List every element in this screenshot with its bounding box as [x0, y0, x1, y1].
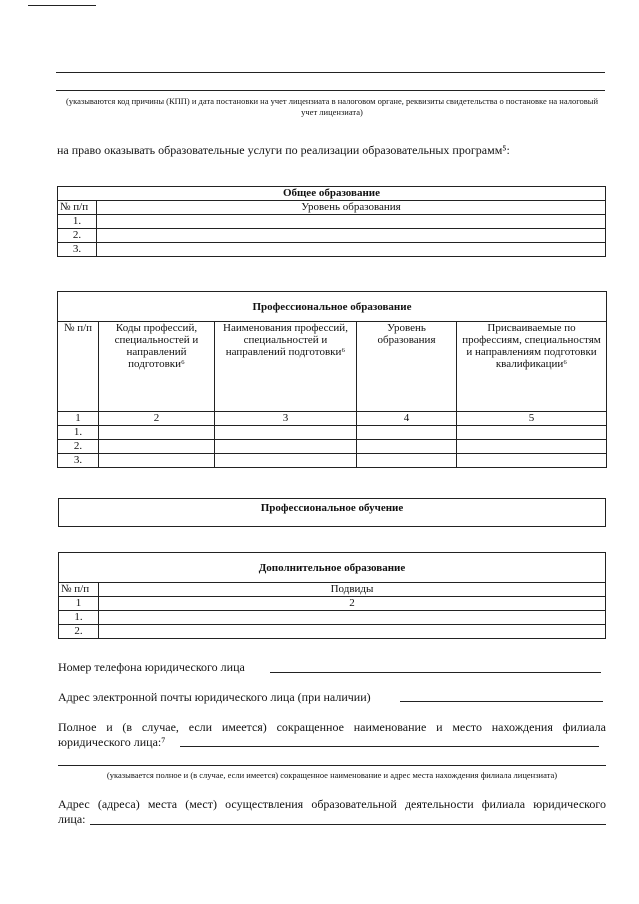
- col-num-header: № п/п: [59, 583, 99, 597]
- row-number: 1.: [59, 611, 99, 625]
- row-number: 3.: [58, 454, 99, 468]
- branch-address-label-line1: Адрес (адреса) места (мест) осуществления образовательной деятельности филиала юридического: [58, 797, 606, 811]
- column-number: 5: [457, 412, 607, 426]
- table-row: [59, 625, 606, 639]
- table-row: [58, 426, 607, 440]
- column-number: 1: [58, 412, 99, 426]
- qualification-cell[interactable]: [457, 426, 607, 440]
- table-row: [59, 611, 606, 625]
- qualification-cell[interactable]: [457, 454, 607, 468]
- codes-cell[interactable]: [99, 454, 215, 468]
- general-education-table: [57, 186, 606, 257]
- email-label: Адрес электронной почты юридического лица (при наличии): [58, 690, 371, 704]
- intro-text: на право оказывать образовательные услуги по реализации образовательных программ⁵:: [57, 143, 510, 157]
- col-level-header: Уровень образования: [357, 322, 457, 412]
- column-number: 3: [215, 412, 357, 426]
- column-number: 2: [99, 412, 215, 426]
- row-number: 2.: [59, 625, 99, 639]
- codes-cell[interactable]: [99, 440, 215, 454]
- col-num-header: № п/п: [58, 201, 97, 215]
- col-level-header: Уровень образования: [97, 201, 606, 215]
- table-row: [58, 454, 607, 468]
- column-number: 4: [357, 412, 457, 426]
- table-row: [58, 243, 606, 257]
- general-education-title: Общее образование: [58, 187, 606, 201]
- names-cell[interactable]: [215, 440, 357, 454]
- column-number-row: [59, 597, 606, 611]
- col-num-header: № п/п: [58, 322, 99, 412]
- license-note: (указываются код причины (КПП) и дата постановки на учет лицензиата в налоговом органе, реквизиты свидетельства о постановке на налоговый учет лицензиата): [65, 96, 598, 117]
- branch-address-field[interactable]: [90, 824, 606, 825]
- col-qualification-header: Присваиваемые по профессиям, специальностям и направлениям подготовки квалификации⁶: [457, 322, 607, 412]
- table-row: [58, 229, 606, 243]
- row-number: 2.: [58, 440, 99, 454]
- email-field[interactable]: [400, 701, 603, 702]
- license-line-2: [56, 90, 605, 91]
- additional-education-table: [58, 552, 606, 639]
- row-number: 2.: [58, 229, 97, 243]
- names-cell[interactable]: [215, 426, 357, 440]
- qualification-cell[interactable]: [457, 440, 607, 454]
- license-line-1: [56, 72, 605, 73]
- column-number: 1: [59, 597, 99, 611]
- top-rule-short: [28, 5, 96, 6]
- column-number: 2: [99, 597, 606, 611]
- names-cell[interactable]: [215, 454, 357, 468]
- subtype-cell[interactable]: [99, 611, 606, 625]
- branch-name-field[interactable]: [180, 746, 599, 747]
- professional-training-table: [58, 498, 606, 527]
- phone-label: Номер телефона юридического лица: [58, 660, 245, 674]
- col-names-header: Наименования профессий, специальностей и направлений подготовки⁶: [215, 322, 357, 412]
- professional-education-title: Профессиональное образование: [58, 292, 607, 322]
- row-number: 1.: [58, 426, 99, 440]
- level-cell[interactable]: [357, 440, 457, 454]
- level-cell[interactable]: [357, 454, 457, 468]
- professional-training-title: Профессиональное обучение: [59, 499, 606, 527]
- col-subtypes-header: Подвиды: [99, 583, 606, 597]
- col-codes-header: Коды профессий, специальностей и направлений подготовки⁶: [99, 322, 215, 412]
- row-number: 3.: [58, 243, 97, 257]
- column-number-row: [58, 412, 607, 426]
- level-cell[interactable]: [97, 243, 606, 257]
- professional-education-table: [57, 291, 607, 468]
- level-cell[interactable]: [97, 229, 606, 243]
- phone-field[interactable]: [270, 672, 601, 673]
- table-row: [58, 215, 606, 229]
- level-cell[interactable]: [357, 426, 457, 440]
- codes-cell[interactable]: [99, 426, 215, 440]
- branch-address-label-line2: лица:: [58, 812, 86, 826]
- branch-name-label-line2: юридического лица:⁷: [58, 735, 166, 749]
- row-number: 1.: [58, 215, 97, 229]
- branch-name-field-line2[interactable]: [58, 765, 606, 766]
- additional-education-title: Дополнительное образование: [59, 553, 606, 583]
- branch-note: (указывается полное и (в случае, если имеется) сокращенное наименование и адрес места нахождения филиала лицензиата): [106, 770, 558, 780]
- subtype-cell[interactable]: [99, 625, 606, 639]
- branch-name-label-line1: Полное и (в случае, если имеется) сокращенное наименование и место нахождения филиала: [58, 720, 606, 734]
- table-row: [58, 440, 607, 454]
- level-cell[interactable]: [97, 215, 606, 229]
